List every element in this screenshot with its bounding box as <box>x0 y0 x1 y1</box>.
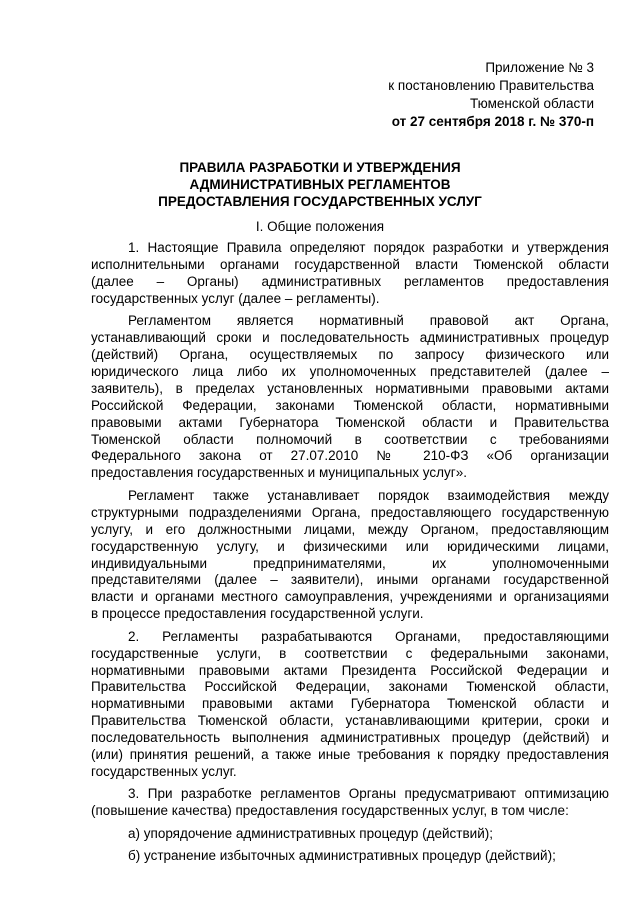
paragraph-line: (повышение качества) предоставления государственных услуг, в том числе: <box>91 803 569 819</box>
appendix-resolution: к постановлению Правительства <box>388 78 594 93</box>
paragraph-line: нормативными правовыми актами Президента Российской Федерации и <box>91 662 609 678</box>
paragraph-line: нормативными правовыми актами Губернатора Тюменской области и <box>91 696 609 712</box>
title-line-1: ПРАВИЛА РАЗРАБОТКИ И УТВЕРЖДЕНИЯ <box>179 160 461 175</box>
title-line-3: ПРЕДОСТАВЛЕНИЯ ГОСУДАРСТВЕННЫХ УСЛУГ <box>158 194 482 209</box>
paragraph-line: Федерального закона от 27.07.2010 № 210-ФЗ «Об организации <box>91 448 609 464</box>
paragraph-line: 2. Регламенты разрабатываются Органами, предоставляющими <box>128 628 609 644</box>
paragraph-4 <box>91 629 609 781</box>
paragraph-line: власти и органами местного самоуправления, учреждениями и организациями <box>91 589 609 605</box>
paragraph-line: государственных услуг. <box>91 763 237 779</box>
paragraph-line: б) устранение избыточных административных процедур (действий); <box>128 848 556 864</box>
paragraph-line: Правительства Российской Федерации, законами Тюменской области, <box>91 679 609 695</box>
paragraph-line: устанавливающий сроки и последовательность административных процедур <box>91 330 609 346</box>
section-heading: I. Общие положения <box>255 219 385 234</box>
paragraph-line: государственную услугу, и физическими или юридическими лицами, <box>91 538 609 554</box>
paragraph-line: Российской Федерации, законами Тюменской области, нормативными <box>91 397 609 413</box>
paragraph-2 <box>91 313 609 482</box>
paragraph-line: государственных услуг (далее – регламенты). <box>91 290 380 306</box>
document-title <box>60 159 580 210</box>
paragraph-line: (или) принятия решений, а также иные требования к порядку предоставления <box>91 747 609 763</box>
paragraph-line: Регламент также устанавливает порядок взаимодействия между <box>128 487 609 503</box>
paragraph-7 <box>91 848 609 865</box>
paragraph-line: исполнительными органами государственной власти Тюменской области <box>91 256 609 272</box>
paragraph-3 <box>91 488 609 623</box>
paragraph-5 <box>91 786 609 820</box>
document-body <box>91 240 609 871</box>
paragraph-line: правовыми актами Губернатора Тюменской области и Правительства <box>91 414 609 430</box>
paragraph-line: юридического лица либо их уполномоченных представителей (далее – <box>91 363 609 379</box>
paragraph-line: предоставления государственных и муниципальных услуг». <box>91 465 467 481</box>
paragraph-line: заявитель), в пределах установленных нормативными правовыми актами <box>91 380 609 396</box>
appendix-header <box>354 59 594 131</box>
paragraph-line: Тюменской области полномочий в соответствии с требованиями <box>91 431 609 447</box>
paragraph-line: Правительства Тюменской области, устанавливающими критерии, сроки и <box>91 713 609 729</box>
title-line-2: АДМИНИСТРАТИВНЫХ РЕГЛАМЕНТОВ <box>189 177 451 192</box>
paragraph-line: 3. При разработке регламентов Органы предусматривают оптимизацию <box>128 786 609 802</box>
paragraph-line: (далее – Органы) административных регламентов предоставления <box>91 273 609 289</box>
appendix-number: Приложение № 3 <box>485 60 594 75</box>
paragraph-line: услугу, и его должностными лицами, между Органом, предоставляющим <box>91 521 609 537</box>
paragraph-1 <box>91 240 609 308</box>
paragraph-line: структурными подразделениями Органа, предоставляющего государственную <box>91 504 609 520</box>
paragraph-line: (действий) Органа, осуществляемых по запросу физического или <box>91 347 609 363</box>
paragraph-line: представителями (далее – заявители), иными органами государственной <box>91 572 609 588</box>
paragraph-line: в процессе предоставления государственной услуги. <box>91 606 424 622</box>
appendix-date-number: от 27 сентября 2018 г. № 370-п <box>391 114 594 129</box>
paragraph-line: индивидуальными предпринимателями, их уполномоченными <box>91 555 609 571</box>
paragraph-line: государственные услуги, в соответствии с федеральными законами, <box>91 645 609 661</box>
paragraph-line: последовательность выполнения административных процедур (действий) и <box>91 730 609 746</box>
paragraph-line: 1. Настоящие Правила определяют порядок разработки и утверждения <box>128 240 609 255</box>
paragraph-line: а) упорядочение административных процедур (действий); <box>128 825 493 841</box>
paragraph-line: Регламентом является нормативный правовой акт Органа, <box>128 313 609 329</box>
paragraph-6 <box>91 826 609 843</box>
appendix-region: Тюменской области <box>470 96 594 111</box>
